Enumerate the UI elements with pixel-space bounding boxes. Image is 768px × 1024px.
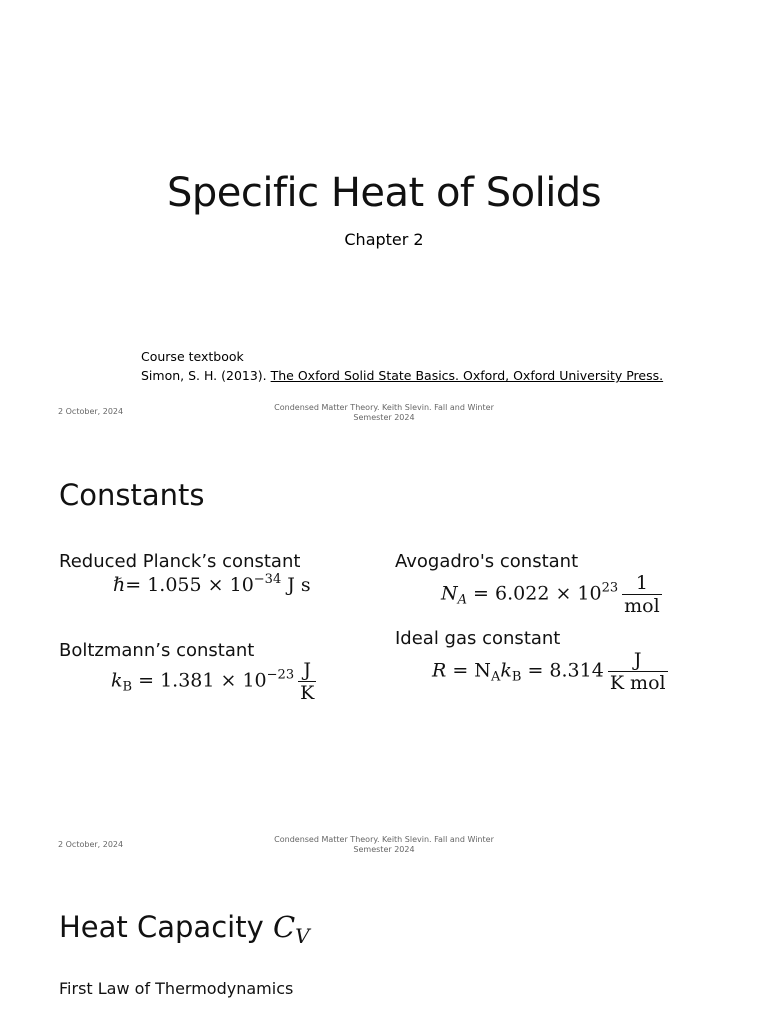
planck-label: Reduced Planck’s constant	[59, 551, 301, 572]
avogadro-equation: $N_A = 6.022 \times 10^{23}$ $\frac{1}{\text{mol}}$	[441, 572, 660, 617]
slide-title: Heat Capacity $C_V$	[59, 910, 310, 948]
reference-author: Simon, S. H. (2013).	[141, 368, 271, 383]
footer-date: 2 October, 2024	[58, 407, 124, 416]
footer-text: Condensed Matter Theory. Keith Slevin. Fall and Winter Semester 2024	[274, 835, 494, 854]
reference-citation	[141, 368, 663, 383]
boltzmann-label: Boltzmann’s constant	[59, 640, 255, 661]
reference-heading: Course textbook	[141, 349, 244, 364]
avogadro-label: Avogadro's constant	[395, 551, 579, 572]
first-law-heading: First Law of Thermodynamics	[59, 979, 294, 998]
boltzmann-equation: $k_B = 1.381 \times 10^{-23}$ $\frac{J}{K}$	[111, 659, 315, 704]
gas-constant-equation: $R = N_Ak_B = 8.314$ $\frac{J}{\text{K mol}}$	[432, 649, 666, 694]
planck-equation: ℏ= $1.055 \times 10^{-34}$ J s	[113, 572, 311, 596]
slide-title: Constants	[59, 478, 205, 512]
gas-constant-label: Ideal gas constant	[395, 628, 561, 649]
slide-title: Specific Heat of Solids	[166, 170, 602, 216]
footer-date: 2 October, 2024	[58, 840, 124, 849]
footer-text: Condensed Matter Theory. Keith Slevin. Fall and Winter Semester 2024	[274, 403, 494, 422]
reference-link[interactable]: The Oxford Solid State Basics. Oxford, Oxford University Press.	[270, 368, 664, 383]
slide-subtitle: Chapter 2	[344, 230, 424, 249]
